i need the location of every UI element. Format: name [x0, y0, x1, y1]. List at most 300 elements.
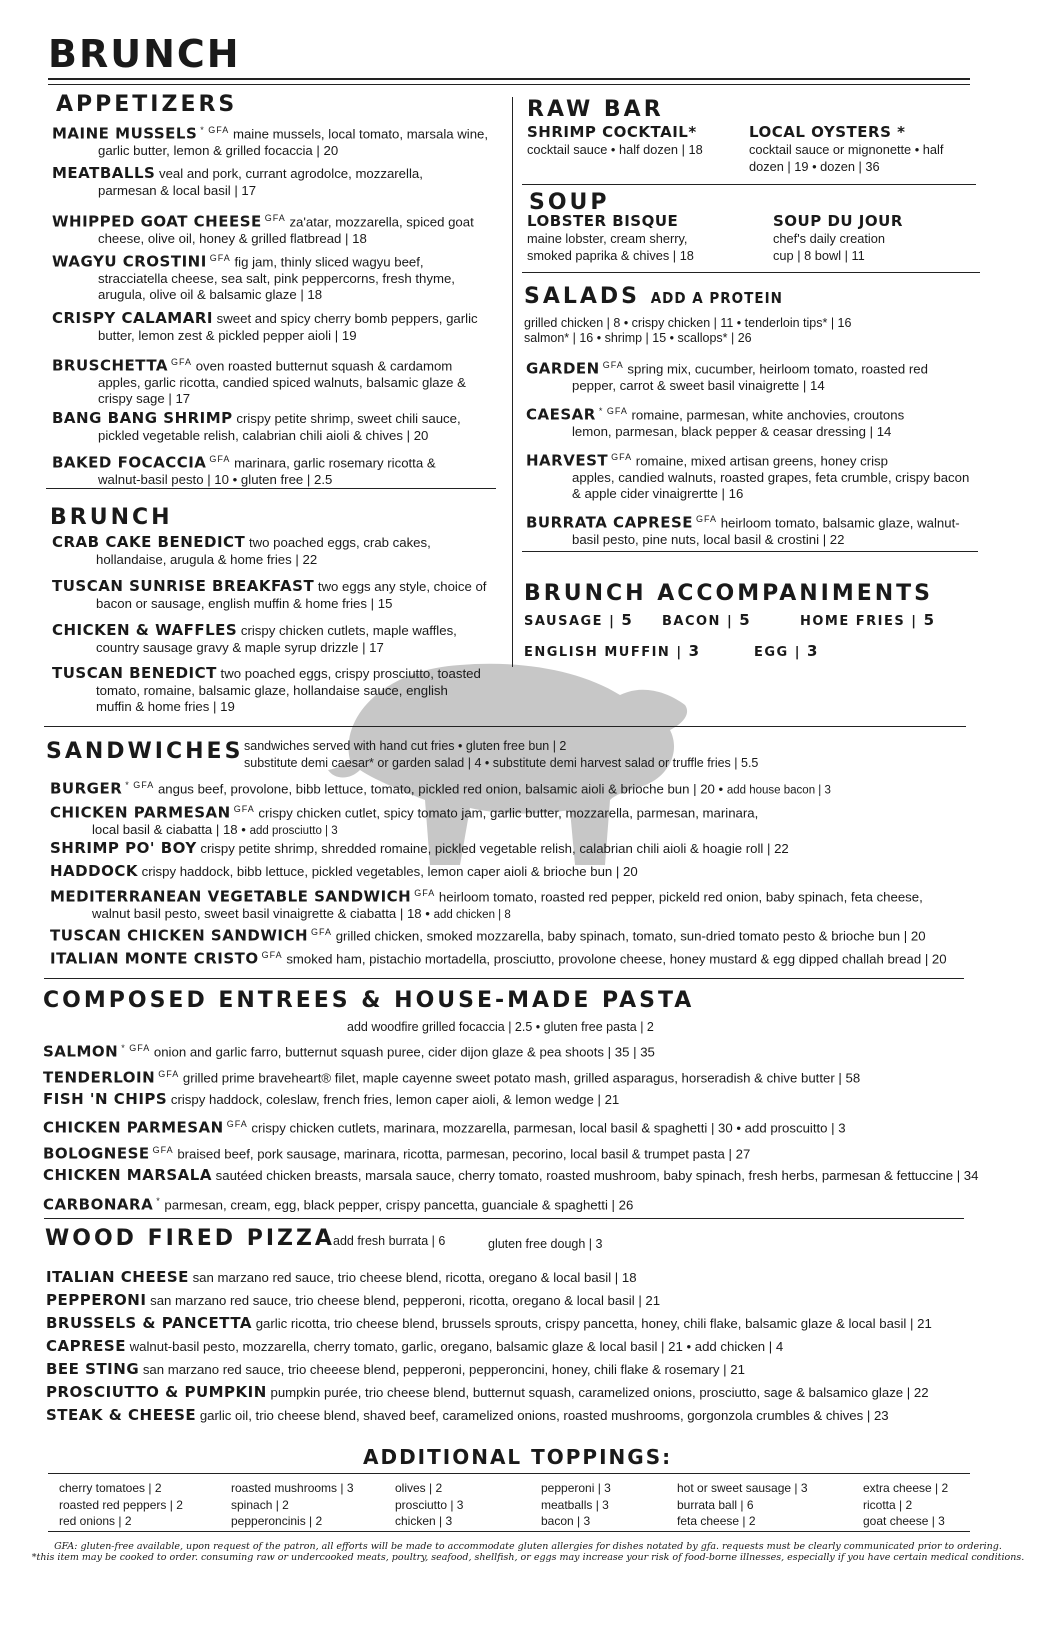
sandwich-item-line [50, 777, 831, 799]
entree-item-name: FISH 'N CHIPS [43, 1090, 168, 1108]
pizza-item-name: BRUSSELS & PANCETTA [46, 1314, 253, 1332]
brunch-divider [44, 726, 966, 727]
salad-item-desc [526, 486, 969, 503]
salad-item-line [526, 511, 960, 532]
sandwich-item-desc: crispy petite shrimp, shredded romaine, pickled vegetable relish, calabrian chili aioli & hoagie roll | 22 [200, 841, 789, 856]
sandwich-item-desc-text: local basil & ciabatta | 18 • [92, 821, 246, 837]
sandwiches-divider [44, 978, 964, 979]
footer-divider [48, 1531, 970, 1532]
sandwich-item [50, 924, 926, 945]
pizza-item-name: ITALIAN CHEESE [46, 1268, 189, 1286]
section-heading-pizza: WOOD FIRED PIZZA [45, 1226, 335, 1251]
entree-item-desc: sautéed chicken breasts, marsala sauce, cherry tomato, roasted mushroom, baby spinach, fresh herbs, parmesan & fettuccine | 34 [215, 1168, 979, 1183]
brunch-item-name: CHICKEN & WAFFLES [52, 621, 238, 639]
appetizer-item-name: BANG BANG SHRIMP [52, 409, 233, 427]
salad-item-desc-text: pepper, carrot & sweet basil vinaigrette | 14 [572, 377, 825, 393]
appetizer-item-desc [52, 375, 466, 392]
topping-item: pepperoni | 3 [541, 1481, 611, 1495]
sandwich-item-line [50, 885, 923, 906]
brunch-item-desc-text: bacon or sausage, english muffin & home fries | 15 [96, 595, 393, 611]
appetizer-item-name: BRUSCHETTA [52, 356, 169, 375]
entree-item-desc: braised beef, pork sausage, marinara, ricotta, parmesan, pecorino, local basil & trumpet pasta | 27 [177, 1146, 751, 1162]
toppings-column [59, 1480, 183, 1530]
soup-item-desc: smoked paprika & chives | 18 [527, 248, 694, 263]
protein-options: grilled chicken | 8 • crispy chicken | 11 • tenderloin tips* | 16 [524, 316, 852, 330]
sandwich-item-desc: heirloom tomato, roasted red pepper, pickeld red onion, baby spinach, feta cheese, [438, 889, 923, 905]
gfa-mark: GFA [311, 927, 333, 937]
raw-bar-item-desc: dozen | 19 • dozen | 36 [749, 159, 880, 174]
topping-item: cherry tomatoes | 2 [59, 1481, 162, 1495]
appetizer-item-name: MEATBALLS [52, 164, 156, 182]
soup-divider [522, 272, 980, 273]
accompaniment-name: EGG [754, 645, 789, 660]
appetizer-item-desc-text: arugula, olive oil & balsamic glaze | 18 [98, 287, 323, 303]
sandwich-item [50, 863, 638, 881]
topping-item: bacon | 3 [541, 1514, 591, 1528]
topping-item: goat cheese | 3 [863, 1514, 945, 1528]
pizza-item [46, 1292, 660, 1310]
entree-item [43, 1142, 750, 1163]
add-protein-label: ADD A PROTEIN [650, 289, 783, 307]
soup-item-name: LOBSTER BISQUE [527, 212, 679, 230]
entrees-note: add woodfire grilled focaccia | 2.5 • gluten free pasta | 2 [347, 1020, 654, 1034]
brunch-item-desc [52, 596, 486, 613]
appetizer-item-desc-text: stracciatella cheese, sea salt, pink peppercorns, fresh thyme, [98, 270, 455, 286]
brunch-item-line [52, 622, 457, 640]
appetizer-item-desc [52, 183, 423, 200]
appetizer-item-desc [52, 287, 455, 304]
gfa-mark: GFA [152, 1145, 174, 1155]
brunch-item-desc: two poached eggs, crispy prosciutto, toasted [220, 666, 481, 681]
title-divider-thin [48, 84, 970, 85]
salad-item-name: HARVEST [526, 451, 609, 470]
sandwich-item-name: CHICKEN PARMESAN [50, 803, 231, 822]
entree-item [43, 1091, 619, 1109]
appetizer-item-desc [52, 472, 436, 489]
appetizer-item-line [52, 165, 423, 183]
accompaniment-name: ENGLISH MUFFIN [524, 645, 671, 660]
accompaniment-price: 5 [621, 611, 634, 629]
pizza-item-desc: garlic ricotta, trio cheese blend, brussels sprouts, crispy pancetta, honey, chili flake, balsamic glaze & local basil | 21 [255, 1316, 932, 1331]
salad-item-name: CAESAR [526, 405, 596, 424]
section-heading-brunch: BRUNCH [50, 505, 173, 530]
brunch-item-line [52, 665, 481, 683]
pizza-item-line [46, 1384, 929, 1402]
accompaniment-item: HOME FRIES | 5 [800, 611, 936, 629]
appetizer-item [52, 451, 436, 488]
accompaniment-item: EGG | 3 [754, 642, 819, 660]
entree-item-desc: crispy chicken cutlets, marinara, mozzarella, parmesan, local basil & spaghetti | 30 • add proscuitto | 3 [251, 1120, 846, 1136]
salad-item-desc [526, 470, 969, 487]
appetizer-item-desc-text: parmesan & local basil | 17 [98, 182, 257, 198]
brunch-item-desc-text: country sausage gravy & maple syrup drizzle | 17 [96, 639, 384, 655]
topping-item: feta cheese | 2 [677, 1514, 756, 1528]
gfa-mark: * [156, 1196, 161, 1206]
entree-item-name: BOLOGNESE [43, 1144, 150, 1163]
appetizer-item-desc: crispy petite shrimp, sweet chili sauce, [236, 411, 461, 426]
sandwich-item [50, 777, 831, 799]
brunch-item-desc [52, 683, 481, 700]
entree-item-line [43, 1193, 633, 1214]
appetizer-item-desc-text: walnut-basil pesto | 10 • gluten free | 2.5 [98, 471, 333, 487]
pizza-item-line [46, 1269, 637, 1287]
appetizer-item [52, 310, 478, 344]
entree-item-desc: grilled prime braveheart® filet, maple cayenne sweet potato mash, grilled asparagus, horseradish & chive butter | 58 [182, 1070, 861, 1086]
section-heading-raw-bar: RAW BAR [527, 97, 664, 122]
brunch-item [52, 578, 486, 612]
salad-item-desc: spring mix, cucumber, heirloom tomato, roasted red [627, 361, 928, 377]
appetizer-item-desc [52, 231, 474, 248]
sandwich-item-desc [50, 906, 923, 924]
appetizer-item [52, 250, 455, 304]
appetizer-item [52, 354, 466, 408]
gfa-mark: GFA [611, 452, 633, 462]
appetizer-item [52, 210, 474, 247]
brunch-item-desc [52, 640, 457, 657]
gfa-mark: * GFA [200, 125, 230, 135]
topping-item: prosciutto | 3 [395, 1497, 464, 1512]
entree-item-name: CHICKEN PARMESAN [43, 1118, 224, 1137]
pizza-item-desc: san marzano red sauce, trio cheeese blend, pepperoni, pepperoncini, honey, chili flake & rosemary | 21 [142, 1362, 745, 1377]
appetizer-item-desc: marinara, garlic rosemary ricotta & [234, 455, 436, 471]
appetizer-item-name: CRISPY CALAMARI [52, 309, 213, 327]
sandwich-item-extra: add prosciutto | 3 [249, 824, 338, 837]
pizza-item-desc: walnut-basil pesto, mozzarella, cherry tomato, garlic, oregano, balsamic glaze & local basil | 21 • add chicken | 4 [129, 1339, 784, 1354]
topping-item: chicken | 3 [395, 1514, 453, 1528]
pizza-item-line [46, 1315, 932, 1333]
appetizer-item-desc-text: garlic butter, lemon & grilled focaccia | 20 [98, 142, 339, 158]
entree-item [43, 1040, 655, 1061]
topping-item: roasted mushrooms | 3 [231, 1481, 354, 1495]
soup-item-desc: cup | 8 bowl | 11 [773, 248, 865, 263]
salads-heading-text: SALADS [524, 284, 641, 309]
appetizer-item-name: WHIPPED GOAT CHEESE [52, 212, 262, 231]
soup-item-name: SOUP DU JOUR [773, 212, 903, 230]
entree-item-line [43, 1142, 750, 1163]
salad-item [526, 357, 928, 394]
sandwich-item-name: ITALIAN MONTE CRISTO [50, 949, 259, 968]
sandwich-item-name: TUSCAN CHICKEN SANDWICH [50, 926, 309, 945]
entree-item-line [43, 1040, 655, 1061]
pizza-note: add fresh burrata | 6 [333, 1234, 446, 1248]
sandwich-item-name: BURGER [50, 779, 123, 798]
brunch-item-desc-text: muffin & home fries | 19 [96, 699, 235, 714]
toppings-column [677, 1480, 808, 1530]
appetizer-item [52, 122, 488, 159]
salad-item-desc-text: lemon, parmesan, black pepper & ceasar dressing | 14 [572, 423, 892, 439]
brunch-item-desc-text: tomato, romaine, balsamic glaze, hollandaise sauce, english [96, 682, 448, 698]
sandwich-item-desc: crispy haddock, bibb lettuce, pickled vegetables, lemon caper aioli & brioche bun | 20 [141, 864, 638, 879]
gfa-mark: GFA [414, 888, 436, 898]
raw-bar-item-name: LOCAL OYSTERS * [749, 123, 906, 141]
section-heading-accompaniments: BRUNCH ACCOMPANIMENTS [524, 581, 934, 606]
soup-item [773, 213, 903, 264]
toppings-column [231, 1480, 354, 1530]
pizza-item-line [46, 1338, 783, 1356]
sandwich-item [50, 840, 789, 858]
appetizer-item-name: WAGYU CROSTINI [52, 252, 207, 271]
sandwich-item-extra: add chicken | 8 [433, 908, 511, 921]
brunch-item-name: CRAB CAKE BENEDICT [52, 533, 246, 551]
entree-item-desc: onion and garlic farro, butternut squash puree, cider dijon glaze & pea shoots | 35 | 35 [153, 1044, 655, 1060]
topping-item: spinach | 2 [231, 1497, 289, 1512]
footer-disclaimer: *this item may be cooked to order. consuming raw or undercooked meats, poultry, seafood, shellfish, or eggs may increase your risk of food-borne illnesses, especially if you have certain medical conditions. [31, 1552, 1025, 1563]
entree-item-line [43, 1116, 846, 1137]
appetizer-item-desc-text: butter, lemon zest & pickled pepper aioli | 19 [98, 327, 357, 343]
accompaniment-item: ENGLISH MUFFIN | 3 [524, 642, 701, 660]
entree-item [43, 1116, 846, 1137]
appetizer-item-line [52, 451, 436, 472]
pizza-item [46, 1338, 783, 1356]
raw-bar-item [749, 124, 943, 175]
appetizer-item-desc: oven roasted butternut squash & cardamom [195, 358, 453, 374]
topping-item: burrata ball | 6 [677, 1497, 754, 1512]
raw-bar-item-desc: cocktail sauce or mignonette • half [749, 142, 944, 157]
raw-bar-divider [522, 184, 976, 185]
appetizer-item-line [52, 122, 488, 143]
pizza-item-name: CAPRESE [46, 1337, 126, 1355]
sandwich-item-line [50, 947, 947, 968]
pizza-item-name: BEE STING [46, 1360, 140, 1378]
brunch-item [52, 622, 457, 656]
entree-item-name: TENDERLOIN [43, 1068, 156, 1087]
topping-item: hot or sweet sausage | 3 [677, 1481, 808, 1495]
topping-item: red onions | 2 [59, 1514, 132, 1528]
gfa-mark: GFA [209, 454, 231, 464]
entree-item-line [43, 1066, 860, 1087]
sandwich-item-line [50, 840, 789, 858]
appetizer-item-desc-text: apples, garlic ricotta, candied spiced walnuts, balsamic glaze & [98, 374, 466, 390]
salad-item-desc-text: apples, candied walnuts, roasted grapes, feta crumble, crispy bacon [572, 469, 970, 485]
pizza-item-name: PEPPERONI [46, 1291, 147, 1309]
section-heading-salads [524, 284, 783, 309]
section-heading-entrees: COMPOSED ENTREES & HOUSE-MADE PASTA [43, 988, 695, 1013]
topping-item: extra cheese | 2 [863, 1481, 949, 1495]
brunch-item-desc: two eggs any style, choice of [317, 579, 487, 594]
sandwich-item-line [50, 924, 926, 945]
sandwich-item-line [50, 863, 638, 881]
pizza-item [46, 1407, 889, 1425]
toppings-column [863, 1480, 948, 1530]
sandwich-item-name: SHRIMP PO' BOY [50, 839, 197, 857]
salad-item-line [526, 449, 969, 470]
gfa-mark: GFA [696, 514, 718, 524]
entree-item-name: CHICKEN MARSALA [43, 1166, 212, 1184]
soup-item-desc: chef's daily creation [773, 231, 885, 246]
sandwich-item-line [50, 801, 758, 822]
topping-item: ricotta | 2 [863, 1497, 913, 1512]
pizza-item [46, 1384, 929, 1402]
appetizer-item-name: MAINE MUSSELS [52, 124, 198, 143]
entree-item [43, 1167, 978, 1185]
appetizer-item-desc-text: crispy sage | 17 [98, 391, 191, 407]
entree-item-name: CARBONARA [43, 1195, 154, 1214]
section-heading-sandwiches: SANDWICHES [46, 739, 244, 764]
raw-bar-item-desc: cocktail sauce • half dozen | 18 [527, 142, 703, 157]
entree-item [43, 1193, 633, 1214]
gfa-mark: * GFA [125, 780, 155, 790]
salad-item [526, 511, 960, 548]
salad-item-name: BURRATA CAPRESE [526, 513, 694, 532]
pizza-item-name: PROSCIUTTO & PUMPKIN [46, 1383, 267, 1401]
sandwich-item-name: HADDOCK [50, 862, 138, 880]
appetizer-item-desc-text: cheese, olive oil, honey & grilled flatbread | 18 [98, 230, 367, 246]
accompaniment-item: BACON | 5 [662, 611, 752, 629]
salad-item-desc: heirloom tomato, balsamic glaze, walnut- [720, 515, 960, 531]
salad-item-desc [526, 378, 928, 395]
brunch-item-desc: crispy chicken cutlets, maple waffles, [240, 623, 457, 638]
salad-item-desc-text: basil pesto, pine nuts, local basil & crostini | 22 [572, 531, 845, 547]
entree-item [43, 1066, 860, 1087]
appetizer-item-desc [52, 271, 455, 288]
salad-item-desc [526, 424, 904, 441]
pizza-item [46, 1315, 932, 1333]
accompaniment-price: 3 [807, 642, 819, 660]
appetizer-item-desc: sweet and spicy cherry bomb peppers, garlic [216, 311, 478, 326]
appetizer-item-line [52, 410, 461, 428]
salad-item-desc [526, 532, 960, 549]
accompaniment-price: 5 [739, 611, 752, 629]
gfa-mark: GFA [209, 253, 231, 263]
sandwich-item-extra: add house bacon | 3 [726, 784, 831, 797]
gfa-mark: * GFA [598, 406, 628, 416]
gfa-mark: GFA [171, 357, 193, 367]
brunch-item-line [52, 578, 486, 596]
appetizer-item-desc: fig jam, thinly sliced wagyu beef, [234, 254, 424, 270]
accompaniment-name: BACON [662, 614, 721, 629]
gfa-mark: GFA [602, 360, 624, 370]
pizza-item-line [46, 1292, 660, 1310]
appetizer-item-desc: za'atar, mozzarella, spiced goat [289, 214, 474, 230]
pizza-note: gluten free dough | 3 [488, 1237, 603, 1251]
brunch-item-desc-text: hollandaise, arugula & home fries | 22 [96, 551, 318, 567]
sandwich-item-desc: smoked ham, pistachio mortadella, prosciutto, provolone cheese, honey mustard & egg dipped challah bread | 20 [286, 951, 947, 967]
column-divider [512, 97, 513, 667]
pizza-item-line [46, 1407, 889, 1425]
brunch-item-desc: two poached eggs, crab cakes, [248, 535, 431, 550]
appetizer-item-line [52, 310, 478, 328]
topping-item: pepperoncinis | 2 [231, 1514, 323, 1528]
entree-item-line [43, 1167, 978, 1185]
salad-item [526, 449, 969, 503]
appetizer-item [52, 410, 461, 444]
brunch-item-desc [52, 699, 481, 716]
sandwich-item-desc: angus beef, provolone, bibb lettuce, tomato, pickled red onion, balsamic aioli & brioche bun | 20 • [157, 781, 724, 797]
gfa-mark: GFA [226, 1119, 248, 1129]
gfa-mark: GFA [233, 804, 255, 814]
salad-item-line [526, 403, 904, 424]
topping-item: meatballs | 3 [541, 1497, 609, 1512]
appetizers-divider [46, 488, 496, 489]
protein-options: salmon* | 16 • shrimp | 15 • scallops* | 26 [524, 331, 752, 345]
accompaniment-name: HOME FRIES [800, 614, 906, 629]
entrees-divider [44, 1218, 964, 1219]
accompaniment-item: SAUSAGE | 5 [524, 611, 634, 629]
brunch-item-name: TUSCAN BENEDICT [52, 664, 217, 682]
section-heading-appetizers: APPETIZERS [56, 92, 238, 117]
appetizer-item-line [52, 210, 474, 231]
sandwich-item-desc: grilled chicken, smoked mozzarella, baby spinach, tomato, sun-dried tomato pesto & brioche bun | 20 [335, 928, 926, 944]
brunch-item [52, 534, 431, 568]
footer-disclaimer: GFA: gluten-free available, upon request of the patron, all efforts will be made to accommodate gluten allergies for dishes notated by gfa. requests must be clearly communicated prior to ordering. [54, 1541, 1002, 1552]
appetizer-item-name: BAKED FOCACCIA [52, 453, 207, 472]
topping-item: roasted red peppers | 2 [59, 1497, 183, 1512]
pizza-item-name: STEAK & CHEESE [46, 1406, 197, 1424]
page-title: BRUNCH [48, 32, 241, 76]
salad-item-name: GARDEN [526, 359, 600, 378]
toppings-column [541, 1480, 611, 1530]
sandwich-item-name: MEDITERRANEAN VEGETABLE SANDWICH [50, 887, 412, 906]
raw-bar-item [527, 124, 703, 158]
appetizer-item-desc: veal and pork, currant agrodolce, mozzarella, [158, 166, 423, 181]
appetizer-item-line [52, 354, 466, 375]
appetizer-item-desc [52, 328, 478, 345]
section-heading-soup: SOUP [529, 190, 610, 215]
sandwich-item-desc: crispy chicken cutlet, spicy tomato jam, garlic butter, mozzarella, parmesan, marinara, [258, 805, 759, 821]
sandwich-item [50, 801, 758, 839]
pizza-item [46, 1269, 637, 1287]
brunch-item-name: TUSCAN SUNRISE BREAKFAST [52, 577, 315, 595]
entree-item-desc: parmesan, cream, egg, black pepper, crispy pancetta, guanciale & spaghetti | 26 [164, 1197, 634, 1213]
appetizer-item-desc [52, 143, 488, 160]
sandwich-item-desc [50, 822, 758, 840]
sandwich-item [50, 885, 923, 923]
brunch-item [52, 665, 481, 716]
gfa-mark: * GFA [121, 1043, 151, 1053]
sandwich-item-desc-text: walnut basil pesto, sweet basil vinaigrette & ciabatta | 18 • [92, 905, 430, 921]
accompaniment-name: SAUSAGE [524, 614, 604, 629]
salad-item-desc-text: & apple cider vinaigrertte | 16 [572, 486, 744, 502]
raw-bar-item-name: SHRIMP COCKTAIL* [527, 123, 697, 141]
gfa-mark: GFA [261, 950, 283, 960]
toppings-divider [48, 1473, 970, 1474]
topping-item: olives | 2 [395, 1481, 443, 1495]
salads-divider [522, 551, 978, 552]
appetizer-item-line [52, 250, 455, 271]
gfa-mark: GFA [158, 1069, 180, 1079]
sandwiches-note: sandwiches served with hand cut fries • gluten free bun | 2 [244, 739, 567, 753]
title-divider [48, 78, 970, 80]
pizza-item-desc: pumpkin purée, trio cheese blend, butternut squash, caramelized onions, prosciutto, sage & balsamico glaze | 22 [270, 1385, 929, 1400]
pizza-item-desc: san marzano red sauce, trio cheese blend, ricotta, oregano & local basil | 18 [192, 1270, 637, 1285]
entree-item-name: SALMON [43, 1042, 119, 1061]
salad-item [526, 403, 904, 440]
soup-item-desc: maine lobster, cream sherry, [527, 231, 688, 246]
pizza-item-desc: san marzano red sauce, trio cheese blend, pepperoni, ricotta, oregano & local basil | 21 [150, 1293, 661, 1308]
pizza-item [46, 1361, 745, 1379]
entree-item-desc: crispy haddock, coleslaw, french fries, lemon caper aioli, & lemon wedge | 21 [170, 1092, 620, 1107]
accompaniment-price: 5 [923, 611, 936, 629]
appetizer-item [52, 165, 423, 199]
appetizer-item-desc [52, 391, 466, 408]
pizza-item-desc: garlic oil, trio cheese blend, shaved beef, caramelized onions, roasted mushrooms, gorgonzola crumbles & chives | 23 [199, 1408, 889, 1423]
brunch-item-line [52, 534, 431, 552]
appetizer-item-desc [52, 428, 461, 445]
toppings-column [395, 1480, 463, 1530]
salad-item-desc: romaine, parmesan, white anchovies, croutons [631, 407, 905, 423]
salad-item-line [526, 357, 928, 378]
section-heading-toppings: ADDITIONAL TOPPINGS: [363, 1445, 673, 1469]
salad-item-desc: romaine, mixed artisan greens, honey crisp [635, 453, 888, 469]
appetizer-item-desc: maine mussels, local tomato, marsala wine, [232, 126, 489, 142]
pizza-item-line [46, 1361, 745, 1379]
appetizer-item-desc-text: pickled vegetable relish, calabrian chili aioli & chives | 20 [98, 427, 429, 443]
sandwich-item [50, 947, 947, 968]
sandwiches-note: substitute demi caesar* or garden salad | 4 • substitute demi harvest salad or truffle fries | 5.5 [244, 756, 759, 770]
soup-item [527, 213, 694, 264]
accompaniment-price: 3 [688, 642, 701, 660]
gfa-mark: GFA [264, 213, 286, 223]
